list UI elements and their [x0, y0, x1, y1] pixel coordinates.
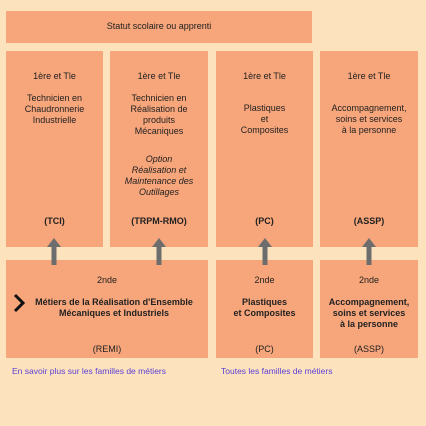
- card-code: (TCI): [44, 216, 65, 226]
- card-title: Technicien en Réalisation de produits Mécaniques: [130, 93, 188, 136]
- card-title: Accompagnement, soins et services à la personne: [328, 297, 410, 329]
- header-label: Statut scolaire ou apprenti: [106, 21, 212, 31]
- card-2nde-pc: [216, 260, 313, 358]
- card-trpm-rmo: [110, 51, 208, 247]
- families-all-link[interactable]: Toutes les familles de métiers: [221, 366, 333, 376]
- card-option: Option Réalisation et Maintenance des Outillages: [124, 154, 194, 197]
- card-title: Technicien en Chaudronnerie Industrielle: [24, 93, 85, 125]
- card-code: (TRPM-RMO): [131, 216, 187, 226]
- card-level: 2nde: [96, 275, 118, 285]
- card-level: 2nde: [254, 275, 275, 285]
- card-code: (PC): [255, 344, 274, 354]
- card-code: (PC): [255, 216, 274, 226]
- card-pc: [216, 51, 313, 247]
- arrow-up-icon: [151, 238, 167, 265]
- card-title: Plastiques et Composites: [240, 103, 289, 135]
- card-tci: [6, 51, 103, 247]
- card-level: 2nde: [358, 275, 380, 285]
- card-level: 1ère et Tle: [243, 71, 286, 81]
- arrow-up-icon: [361, 238, 377, 265]
- card-2nde-remi: [6, 260, 208, 358]
- card-level: 1ère et Tle: [347, 71, 391, 81]
- arrow-up-icon: [257, 238, 273, 265]
- card-title: Métiers de la Réalisation d'Ensemble Mécaniques et Industriels: [35, 297, 193, 318]
- card-code: (REMI): [92, 344, 122, 354]
- families-more-link[interactable]: En savoir plus sur les familles de métiers: [12, 366, 167, 376]
- card-2nde-assp: [320, 260, 418, 358]
- card-level: 1ère et Tle: [137, 71, 181, 81]
- chevron-right-icon[interactable]: [13, 293, 25, 313]
- card-level: 1ère et Tle: [33, 71, 76, 81]
- card-code: (ASSP): [353, 344, 384, 354]
- card-assp: [320, 51, 418, 247]
- card-title: Accompagnement, soins et services à la personne: [331, 103, 407, 135]
- arrow-up-icon: [46, 238, 62, 265]
- header-box: [6, 11, 312, 43]
- card-code: (ASSP): [353, 216, 385, 226]
- card-title: Plastiques et Composites: [233, 297, 296, 318]
